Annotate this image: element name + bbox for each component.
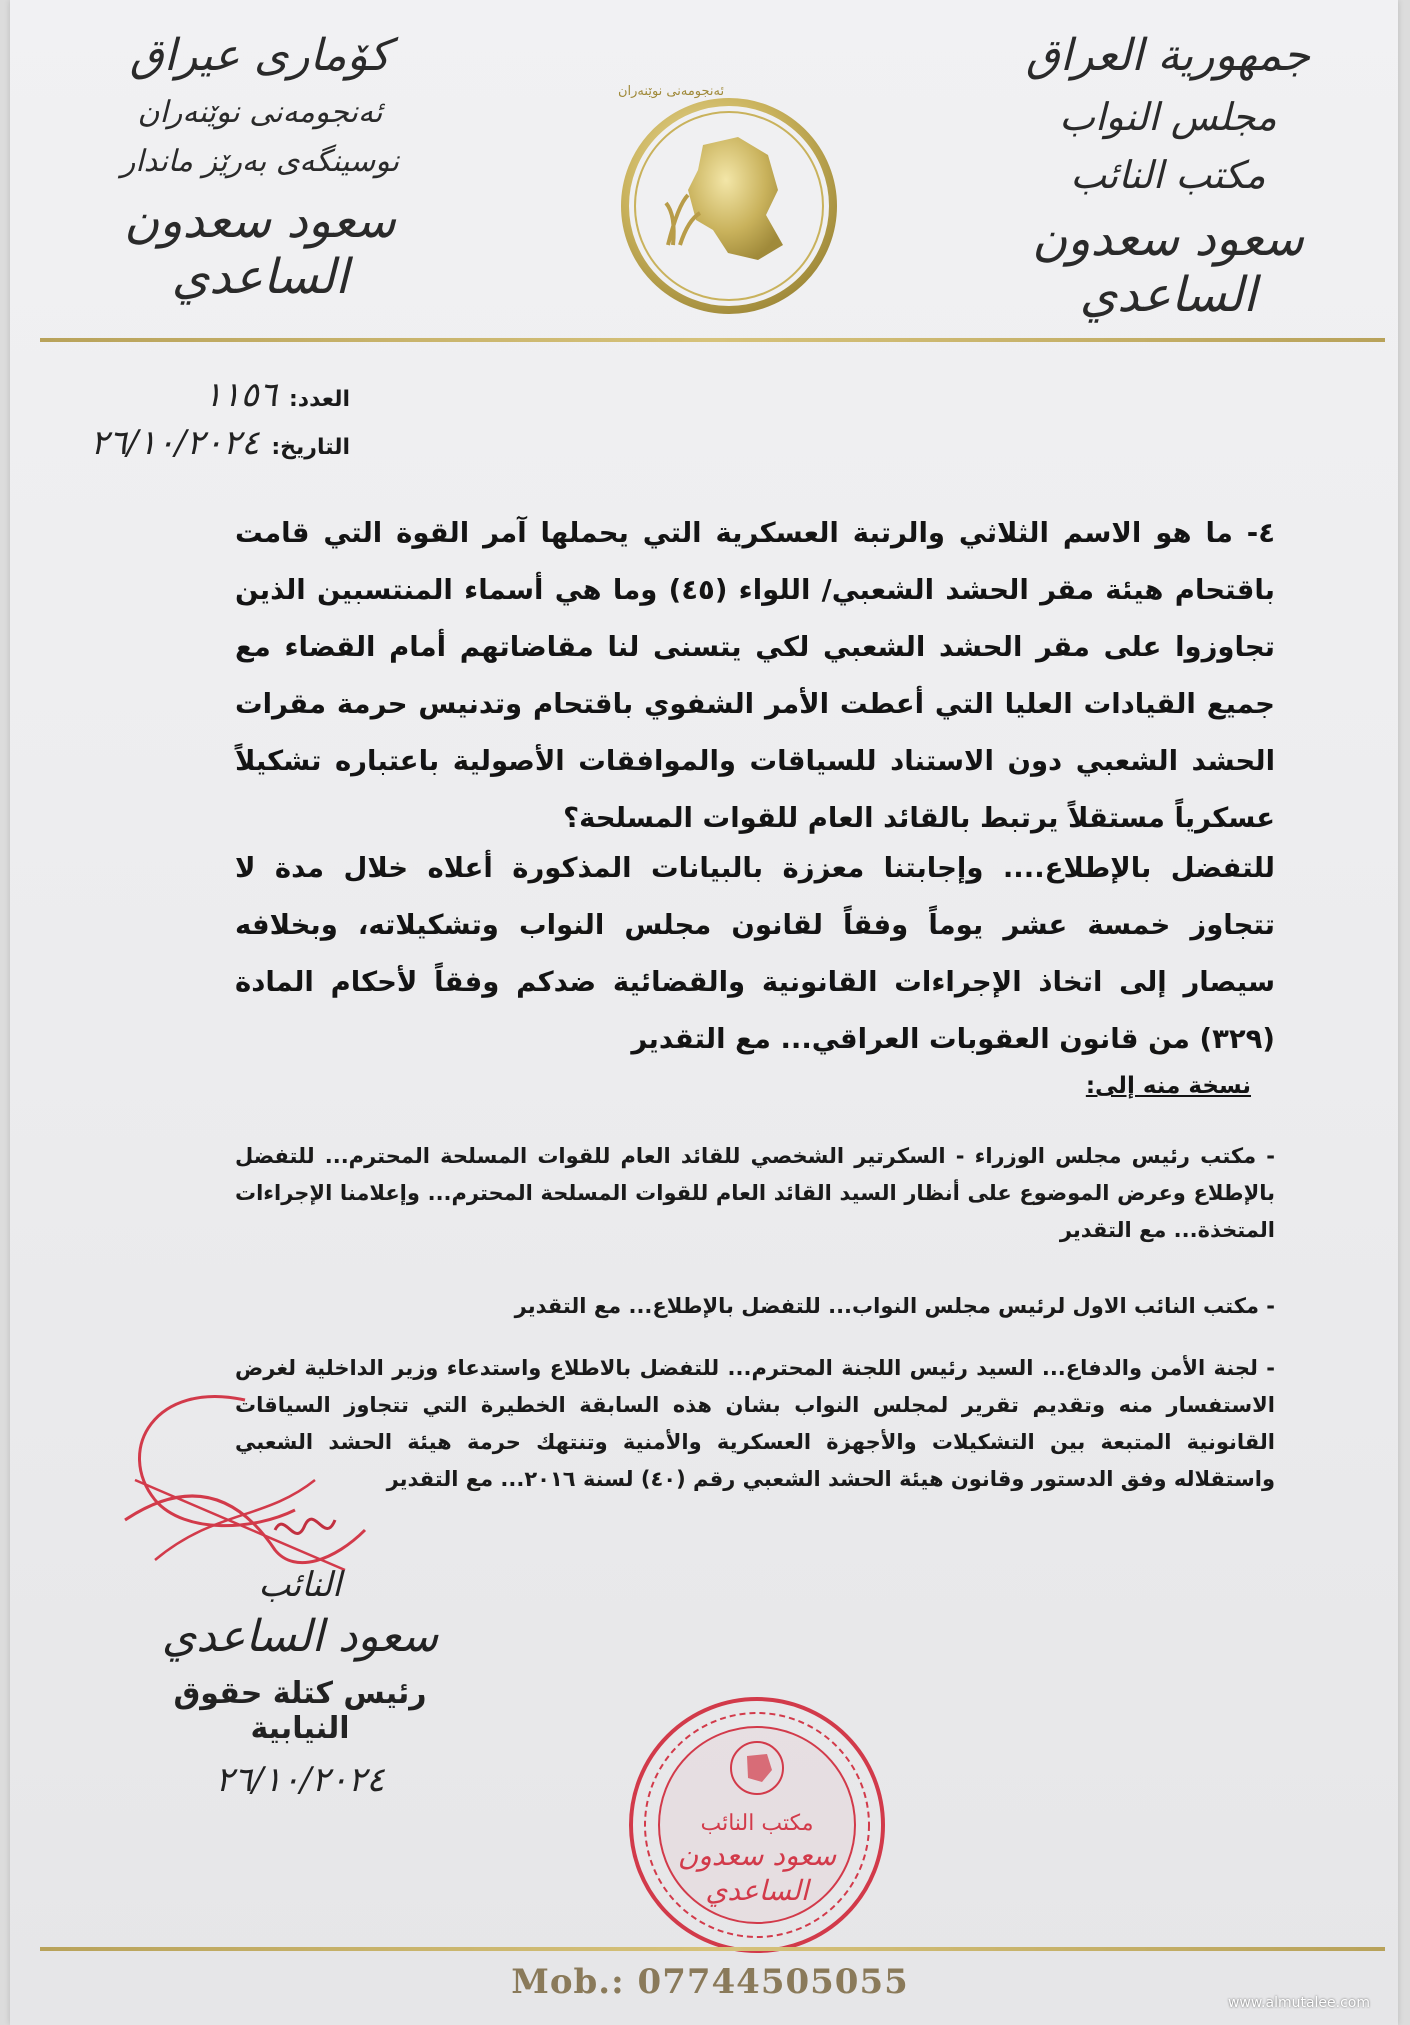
signatory-name: سعود الساعدي — [161, 1611, 439, 1662]
signature-date: ٢٦/١٠/٢٠٢٤ — [215, 1760, 385, 1800]
reference-number-row — [50, 375, 350, 423]
reference-block — [50, 375, 350, 471]
handwritten-signature — [95, 1360, 395, 1600]
reference-date-row — [50, 423, 350, 471]
body-paragraph-question: ٤- ما هو الاسم الثلاثي والرتبة العسكرية التي يحملها آمر القوة التي قامت باقتحام هيئة مقر الحشد الشعبي/ اللواء (٤٥) وما هي أسماء المنتسبين الذين تجاوزوا على مقر الحشد الشعبي لكي يتسنى لنا مقاضاتهم أمام القضاء مع جميع القيادات العليا التي أعطت الأمر الشفوي باقتحام وتدنيس حرمة مقرات الحشد الشعبي دون الاستناد للسياقات والموافقات الأصولية باعتباره تشكيلاً عسكرياً مستقلاً يرتبط بالقائد العام للقوات المسلحة؟ — [235, 517, 1275, 834]
header-council: مجلس النواب — [1059, 95, 1277, 139]
header-kurdish-council: ئەنجومەنی نوێنەران — [137, 95, 383, 130]
header-name: سعود سعدون الساعدي — [1032, 211, 1304, 323]
number-label: العدد: — [288, 387, 350, 412]
signature-block — [120, 1565, 480, 1800]
header-kurdish-office: نوسینگەی بەرێز ماندار — [120, 144, 400, 179]
watermark: www.almutalee.com — [1227, 1995, 1370, 2011]
office-stamp — [622, 1690, 892, 1960]
emblem-text: ئەنجومەنی نوێنەران — [618, 84, 725, 99]
header-republic: جمهورية العراق — [1025, 30, 1311, 81]
copy-item: - لجنة الأمن والدفاع... السيد رئيس اللجنة المحترم... للتفضل بالاطلاع واستدعاء وزير الداخلية لغرض الاستفسار منه وتقديم تقرير لمجلس النواب بشان هذه السابقة الخطيرة التي تتجاوز السياقات القانونية المتبعة بين التشكيلات والأجهزة العسكرية والأمنية وتنتهك حرمة هيئة الحشد الشعبي واستقلاله وفق الدستور وقانون هيئة الحشد الشعبي رقم (٤٠) لسنة ٢٠١٦... مع التقدير — [235, 1356, 1275, 1491]
stamp-line3: الساعدي — [705, 1874, 809, 1907]
stamp-line2: سعود سعدون — [677, 1839, 837, 1872]
signatory-position: رئيس كتلة حقوق النيابية — [173, 1676, 427, 1746]
footer-divider — [40, 1947, 1385, 1951]
parliament-emblem-icon — [618, 84, 840, 317]
header-office: مكتب النائب — [1070, 153, 1266, 197]
copy-item: - مكتب النائب الاول لرئيس مجلس النواب... للتفضل بالإطلاع... مع التقدير — [514, 1294, 1275, 1318]
header-divider — [40, 338, 1385, 342]
mobile-number: Mob.: 07744505055 — [511, 1962, 909, 2002]
header-kurdish — [70, 30, 450, 305]
date-value: ٢٦/١٠/٢٠٢٤ — [90, 423, 260, 463]
signatory-title: النائب — [258, 1565, 342, 1605]
body-paragraph-closing: للتفضل بالإطلاع.... وإجابتنا معززة بالبيانات المذكورة أعلاه خلال مدة لا تتجاوز خمسة عشر يوماً وفقاً لقانون مجلس النواب وتشكيلاته، وبخلافه سيصار إلى اتخاذ الإجراءات القانونية والقضائية ضدكم وفقاً لأحكام المادة (٣٢٩) من قانون العقوبات العراقي... مع التقدير — [235, 852, 1275, 1055]
date-label: التاريخ: — [271, 435, 350, 460]
copies-heading: نسخة منه إلى: — [1085, 1073, 1251, 1099]
header-kurdish-republic: كۆماری عیراق — [129, 30, 391, 81]
copy-item: - مكتب رئيس مجلس الوزراء - السكرتير الشخصي للقائد العام للقوات المسلحة المحترم... للتفضل بالإطلاع وعرض الموضوع على أنظار السيد القائد العام للقوات المسلحة المحترم... وإعلامنا الإجراءات المتخذة... مع التقدير — [235, 1144, 1275, 1242]
header-kurdish-name: سعود سعدون الساعدي — [124, 193, 396, 305]
stamp-line1: مكتب النائب — [700, 1811, 814, 1836]
number-value: ١١٥٦ — [203, 375, 277, 415]
header-arabic — [978, 30, 1358, 323]
letter-sheet — [10, 0, 1398, 2025]
